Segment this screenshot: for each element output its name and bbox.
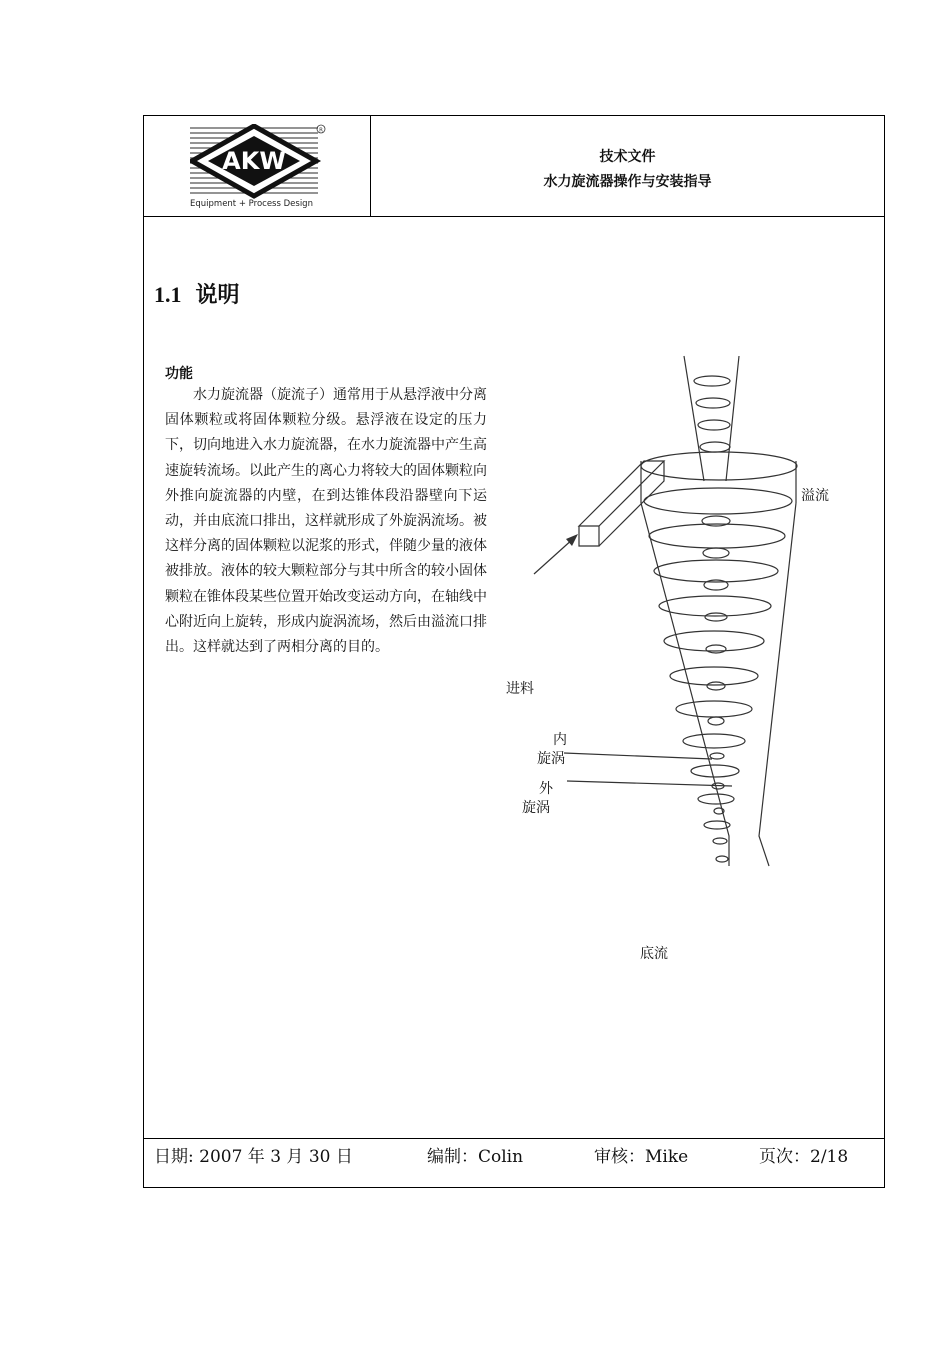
outer-vortex-label-1: 外 xyxy=(539,781,553,797)
svg-text:R: R xyxy=(319,127,323,134)
overflow-label: 溢流 xyxy=(801,488,829,504)
document-header xyxy=(144,116,884,217)
footer-author: 编制：Colin xyxy=(427,1147,524,1167)
function-subheading: 功能 xyxy=(165,366,193,382)
logo-tagline: Equipment + Process Design xyxy=(190,199,313,209)
footer-date: 日期: 2007 年 3 月 30 日 xyxy=(154,1147,353,1167)
title-cell xyxy=(371,116,884,216)
footer-page: 页次：2/18 xyxy=(759,1147,849,1167)
document-type: 技术文件 xyxy=(599,149,656,165)
section-title: 说明 xyxy=(195,282,240,308)
akw-logo xyxy=(190,124,330,200)
document-title: 水力旋流器操作与安装指导 xyxy=(543,174,712,190)
footer-reviewer: 审核：Mike xyxy=(594,1147,689,1167)
underflow-label: 底流 xyxy=(640,946,668,962)
logo-text: AKW xyxy=(222,147,286,175)
logo-cell xyxy=(144,116,371,216)
hydrocyclone-diagram xyxy=(494,341,879,962)
outer-vortex-label-2: 旋涡 xyxy=(522,800,550,816)
document-footer xyxy=(144,1138,884,1189)
section-number: 1.1 xyxy=(154,282,182,307)
document-frame xyxy=(143,115,885,1188)
inner-vortex-label-2: 旋涡 xyxy=(537,751,565,767)
inner-vortex-label-1: 内 xyxy=(553,732,567,748)
function-paragraph: 水力旋流器（旋流子）通常用于从悬浮液中分离固体颗粒或将固体颗粒分级。悬浮液在设定的压力下，切向地进入水力旋流器，在水力旋流器中产生高速旋转流场。以此产生的离心力将较大的固体颗粒向外推向旋流器的内壁，在到达锥体段沿器壁向下运动，并由底流口排出，这样就形成了外旋涡流场。被这样分离的固体颗粒以泥浆的形式，伴随少量的液体被排放。液体的较大颗粒部分与其中所含的较小固体颗粒在锥体段某些位置开始改变运动方向，在轴线中心附近向上旋转，形成内旋涡流场，然后由溢流口排出。这样就达到了两相分离的目的。 xyxy=(165,387,487,656)
section-heading xyxy=(154,278,240,309)
feed-label: 进料 xyxy=(506,681,534,697)
